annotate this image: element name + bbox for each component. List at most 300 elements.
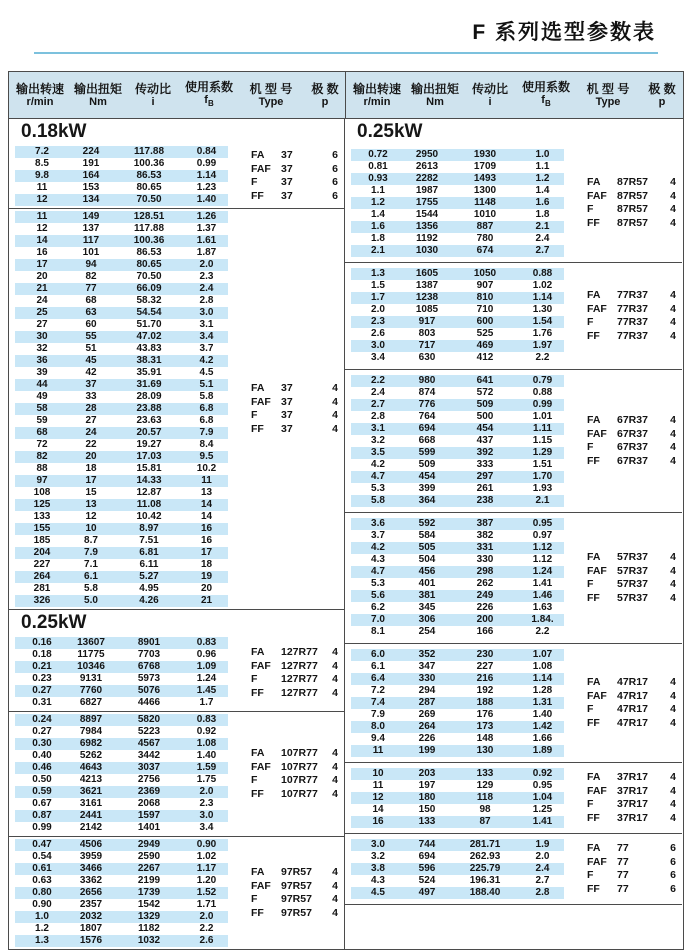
torque-value: 5262 (79, 750, 103, 761)
speed-value: 68 (36, 427, 48, 438)
ratio-value: 98 (479, 804, 491, 815)
factor-value: 1.40 (196, 750, 217, 761)
type-labels (251, 646, 338, 700)
type-poles: 6 (670, 842, 676, 854)
factor-value: 2.4 (199, 283, 214, 294)
ratio-value: 710 (476, 304, 494, 315)
factor-value: 1.6 (535, 197, 550, 208)
type-poles: 4 (670, 316, 676, 328)
factor-value: 16 (200, 523, 213, 534)
type-line (251, 396, 338, 410)
type-poles: 4 (670, 564, 676, 577)
type-model: F (587, 316, 594, 328)
type-size: 37 (281, 189, 293, 202)
ratio-value: 176 (476, 709, 494, 720)
ratio-value: 437 (476, 435, 494, 446)
table-row (351, 542, 564, 554)
torque-value: 11775 (77, 649, 105, 660)
type-size: 77 (617, 842, 629, 854)
ratio-value: 8901 (137, 637, 161, 648)
table-row (351, 447, 564, 459)
factor-value: 1.63 (532, 602, 553, 613)
table-row (15, 319, 228, 331)
type-line (587, 703, 676, 717)
factor-value: 1.14 (532, 673, 553, 684)
table-row (15, 649, 228, 661)
torque-value: 264 (418, 721, 436, 732)
type-poles: 4 (670, 441, 676, 453)
type-poles: 4 (332, 866, 338, 878)
factor-value: 2.1 (535, 495, 550, 506)
ratio-value: 887 (476, 221, 494, 232)
table-row (351, 352, 564, 364)
ratio-value: 333 (476, 459, 494, 470)
factor-value: 2.2 (199, 923, 214, 934)
type-poles: 4 (332, 906, 338, 919)
factor-value: 1.25 (532, 804, 553, 815)
torque-value: 584 (418, 530, 436, 541)
table-row (15, 211, 228, 223)
table-row (15, 331, 228, 343)
type-model: FF (251, 906, 264, 919)
ratio-value: 298 (476, 566, 494, 577)
speed-value: 44 (36, 379, 48, 390)
factor-value: 20 (200, 583, 213, 594)
ratio-value: 148 (476, 733, 494, 744)
ratio-value: 188.40 (469, 887, 501, 898)
torque-value: 524 (418, 875, 436, 886)
type-poles: 4 (332, 760, 338, 773)
table-row (15, 295, 228, 307)
ratio-value: 3442 (137, 750, 161, 761)
torque-value: 4213 (79, 774, 103, 785)
type-poles: 4 (332, 395, 338, 408)
torque-value: 352 (418, 649, 436, 660)
speed-value: 0.27 (32, 726, 52, 737)
type-poles: 4 (670, 203, 676, 215)
type-line (587, 869, 676, 883)
type-line (587, 217, 676, 231)
type-poles: 4 (670, 703, 676, 715)
data-block (9, 635, 344, 711)
type-model: F (587, 703, 594, 715)
ratio-value: 129 (476, 780, 494, 791)
speed-value: 14 (372, 804, 384, 815)
ratio-value: 70.50 (136, 271, 162, 282)
type-poles: 4 (332, 747, 338, 759)
table-row (15, 911, 228, 923)
table-row (15, 247, 228, 259)
speed-value: 0.80 (32, 887, 52, 898)
torque-value: 224 (82, 146, 100, 157)
title-bar (0, 0, 692, 52)
factor-value: 1.24 (532, 566, 553, 577)
torque-value: 454 (418, 471, 436, 482)
table-row (15, 170, 228, 182)
table-row (351, 673, 564, 685)
type-model: FA (251, 646, 265, 658)
table-row (351, 495, 564, 507)
torque-value: 7984 (79, 726, 103, 737)
speed-value: 3.2 (371, 851, 385, 862)
torque-value: 68 (85, 295, 97, 306)
ratio-value: 100.36 (133, 158, 165, 169)
torque-value: 1356 (415, 221, 439, 232)
speed-value: 4.5 (371, 887, 385, 898)
speed-value: 12 (372, 792, 384, 803)
header-poles: 极 数 p (311, 81, 339, 108)
factor-value: 1.12 (532, 554, 553, 565)
type-model: FF (587, 811, 600, 824)
factor-value: 0.88 (532, 387, 553, 398)
table-row (15, 403, 228, 415)
type-model: F (251, 893, 258, 905)
speed-value: 7.4 (371, 697, 385, 708)
torque-value: 599 (418, 447, 436, 458)
torque-value: 744 (418, 839, 436, 850)
table-row (351, 185, 564, 197)
table-row (15, 391, 228, 403)
type-size: 37 (281, 176, 293, 188)
factor-value: 1.46 (532, 590, 553, 601)
torque-value: 51 (85, 343, 97, 354)
speed-value: 204 (33, 547, 51, 558)
speed-value: 25 (36, 307, 48, 318)
speed-value: 8.0 (371, 721, 385, 732)
speed-value: 24 (36, 295, 48, 306)
table-row (351, 697, 564, 709)
torque-value: 3959 (79, 851, 103, 862)
ratio-value: 80.65 (136, 182, 162, 193)
factor-value: 2.0 (199, 911, 214, 922)
ratio-value: 196.31 (469, 875, 501, 886)
torque-value: 6.1 (84, 571, 98, 582)
type-model: FA (251, 382, 265, 394)
type-model: FA (587, 176, 601, 188)
torque-value: 776 (418, 399, 436, 410)
factor-value: 2.4 (535, 233, 550, 244)
speed-value: 72 (36, 439, 48, 450)
factor-value: 1.14 (532, 292, 553, 303)
header-model-type: 机 型 号 Type (249, 81, 293, 108)
power-heading: 0.25kW (357, 121, 423, 142)
type-size: 127R77 (281, 673, 318, 685)
speed-value: 326 (33, 595, 51, 606)
torque-value: 45 (85, 355, 97, 366)
type-size: 37 (281, 149, 293, 161)
type-model: FA (587, 842, 601, 854)
speed-value: 2.2 (371, 375, 385, 386)
type-size: 107R77 (281, 787, 318, 800)
ratio-value: 261 (476, 483, 494, 494)
type-line (251, 761, 338, 775)
speed-value: 0.16 (32, 637, 52, 648)
type-line (587, 798, 676, 812)
power-heading: 0.18kW (21, 121, 87, 142)
type-poles: 6 (670, 869, 676, 881)
ratio-value: 1148 (474, 197, 496, 208)
type-line (587, 455, 676, 469)
type-line (587, 690, 676, 704)
table-row (15, 697, 228, 709)
ratio-value: 7703 (137, 649, 161, 660)
type-labels (587, 771, 676, 825)
type-size: 127R77 (281, 686, 318, 699)
torque-value: 764 (418, 411, 436, 422)
speed-value: 281 (33, 583, 51, 594)
ratio-value: 86.53 (136, 247, 162, 258)
data-block (345, 262, 682, 369)
factor-value: 1.76 (532, 328, 553, 339)
ratio-value: 117.88 (133, 146, 165, 157)
ratio-value: 8.97 (139, 523, 159, 534)
torque-value: 2032 (79, 911, 103, 922)
type-labels (587, 676, 676, 730)
table-row (15, 463, 228, 475)
header-poles: 极 数 p (648, 81, 676, 108)
torque-value: 2950 (415, 149, 439, 160)
torque-value: 2357 (79, 899, 103, 910)
type-line (251, 907, 338, 921)
factor-value: 0.92 (532, 768, 553, 779)
type-model: FAF (587, 689, 607, 702)
ratio-value: 80.65 (136, 259, 162, 270)
ratio-value: 51.70 (136, 319, 162, 330)
factor-value: 2.3 (199, 271, 214, 282)
type-poles: 6 (332, 176, 338, 188)
factor-value: 0.88 (532, 268, 553, 279)
speed-value: 0.54 (32, 851, 52, 862)
speed-value: 264 (33, 571, 51, 582)
type-line (251, 423, 338, 437)
type-model: FF (251, 787, 264, 800)
type-model: FF (587, 716, 600, 729)
table-body-right (345, 119, 682, 949)
type-model: FF (587, 216, 600, 229)
factor-value: 16 (200, 535, 213, 546)
ratio-value: 166 (476, 626, 494, 637)
header-output-torque: 输出扭矩 Nm (73, 81, 122, 108)
type-size: 37R17 (617, 784, 648, 797)
type-line (587, 330, 676, 344)
factor-value: 0.83 (196, 637, 217, 648)
torque-value: 22 (85, 439, 97, 450)
table-row (351, 387, 564, 399)
torque-value: 874 (418, 387, 436, 398)
type-model: FF (587, 591, 600, 604)
table-row (351, 268, 564, 280)
torque-value: 269 (418, 709, 436, 720)
factor-value: 2.8 (535, 887, 550, 898)
ratio-value: 216 (476, 673, 494, 684)
table-row (351, 614, 564, 626)
torque-value: 226 (418, 733, 436, 744)
type-poles: 4 (332, 382, 338, 394)
torque-value: 330 (418, 673, 436, 684)
type-line (587, 812, 676, 826)
speed-value: 36 (36, 355, 48, 366)
torque-value: 77 (85, 283, 97, 294)
table-row (15, 774, 228, 786)
table-row (351, 435, 564, 447)
factor-value: 2.3 (199, 798, 214, 809)
torque-value: 456 (418, 566, 436, 577)
table-row (351, 518, 564, 530)
ratio-value: 58.32 (136, 295, 162, 306)
ratio-value: 641 (476, 375, 494, 386)
type-line (587, 578, 676, 592)
ratio-value: 281.71 (469, 839, 501, 850)
type-size: 77 (617, 855, 629, 868)
torque-value: 345 (418, 602, 436, 613)
table-header-right (346, 72, 683, 118)
torque-value: 42 (85, 367, 97, 378)
ratio-value: 23.88 (136, 403, 162, 414)
type-line (587, 289, 676, 303)
type-model: FA (587, 676, 601, 688)
factor-value: 2.6 (199, 935, 214, 946)
torque-value: 153 (82, 182, 100, 193)
type-model: FA (587, 289, 601, 301)
factor-value: 1.08 (196, 738, 217, 749)
torque-value: 191 (82, 158, 100, 169)
type-poles: 4 (332, 893, 338, 905)
factor-value: 1.11 (533, 423, 552, 434)
type-poles: 4 (332, 659, 338, 672)
ratio-value: 12.87 (136, 487, 162, 498)
table-row (15, 271, 228, 283)
type-poles: 4 (332, 774, 338, 786)
factor-value: 1.51 (532, 459, 553, 470)
torque-value: 4506 (79, 839, 103, 850)
type-poles: 4 (670, 784, 676, 797)
data-block (9, 144, 344, 208)
table-row (15, 714, 228, 726)
ratio-value: 1032 (137, 935, 161, 946)
speed-value: 12 (36, 194, 48, 205)
ratio-value: 4466 (137, 697, 161, 708)
ratio-value: 4567 (137, 738, 161, 749)
torque-value: 630 (418, 352, 436, 363)
type-labels (587, 842, 676, 896)
type-model: FAF (251, 395, 271, 408)
speed-value: 2.8 (371, 411, 385, 422)
speed-value: 1.2 (35, 923, 49, 934)
torque-value: 1192 (416, 233, 438, 244)
table-row (351, 721, 564, 733)
ratio-value: 2949 (137, 839, 161, 850)
speed-value: 185 (33, 535, 51, 546)
table-row (351, 280, 564, 292)
torque-value: 18 (85, 463, 97, 474)
title-underline (34, 52, 658, 54)
torque-value: 180 (418, 792, 436, 803)
factor-value: 0.95 (532, 780, 553, 791)
torque-value: 8897 (79, 714, 103, 725)
data-block (345, 512, 682, 643)
factor-value: 1.04 (532, 792, 553, 803)
ratio-value: 500 (476, 411, 494, 422)
speed-value: 1.4 (371, 209, 385, 220)
factor-value: 0.99 (196, 158, 217, 169)
type-model: FAF (251, 879, 271, 892)
type-poles: 6 (670, 882, 676, 895)
speed-value: 4.7 (371, 471, 385, 482)
torque-value: 592 (418, 518, 436, 529)
factor-value: 8.4 (199, 439, 214, 450)
type-poles: 4 (332, 422, 338, 435)
factor-value: 2.0 (199, 259, 214, 270)
table-row (15, 511, 228, 523)
table-row (15, 182, 228, 194)
ratio-value: 6.11 (139, 559, 159, 570)
speed-value: 7.2 (371, 685, 385, 696)
type-size: 37 (281, 422, 293, 435)
type-model: FA (251, 149, 265, 161)
speed-value: 3.0 (371, 340, 385, 351)
table-row (15, 571, 228, 583)
torque-value: 55 (85, 331, 97, 342)
type-poles: 4 (670, 176, 676, 188)
type-model: FAF (251, 659, 271, 672)
speed-value: 0.72 (368, 149, 388, 160)
table-row (351, 245, 564, 257)
header-model-type: 机 型 号 Type (586, 81, 630, 108)
torque-value: 399 (418, 483, 436, 494)
factor-value: 1.20 (196, 875, 217, 886)
speed-value: 3.5 (371, 447, 385, 458)
type-line (251, 149, 338, 163)
header-service-factor: 使用系数 $f_B$ (184, 79, 233, 109)
speed-value: 59 (36, 415, 48, 426)
torque-value: 2613 (415, 161, 439, 172)
factor-value: 0.79 (532, 375, 553, 386)
torque-value: 134 (82, 194, 100, 205)
type-size: 97R57 (281, 893, 312, 905)
type-size: 87R57 (617, 176, 648, 188)
factor-value: 1.87 (196, 247, 217, 258)
torque-value: 3621 (79, 786, 103, 797)
table-row (351, 804, 564, 816)
speed-value: 6.0 (371, 649, 385, 660)
speed-value: 20 (36, 271, 48, 282)
type-line (251, 747, 338, 761)
type-labels (587, 289, 676, 343)
speed-value: 16 (372, 816, 384, 827)
type-model: FAF (587, 427, 607, 440)
table-row (351, 602, 564, 614)
type-poles: 4 (670, 551, 676, 563)
torque-value: 3362 (79, 875, 103, 886)
table-row (15, 810, 228, 822)
speed-value: 0.27 (32, 685, 52, 696)
speed-value: 2.6 (371, 328, 385, 339)
data-block (9, 711, 344, 836)
torque-value: 505 (418, 542, 436, 553)
table-row (351, 733, 564, 745)
ratio-value: 87 (479, 816, 491, 827)
table-row (351, 399, 564, 411)
type-model: F (587, 798, 594, 810)
table-row (15, 887, 228, 899)
type-model: F (251, 176, 258, 188)
ratio-value: 5223 (137, 726, 161, 737)
factor-value: 1.97 (532, 340, 553, 351)
ratio-value: 2199 (137, 875, 161, 886)
type-model: FF (251, 422, 264, 435)
type-model: FF (587, 882, 600, 895)
speed-value: 1.2 (371, 197, 385, 208)
